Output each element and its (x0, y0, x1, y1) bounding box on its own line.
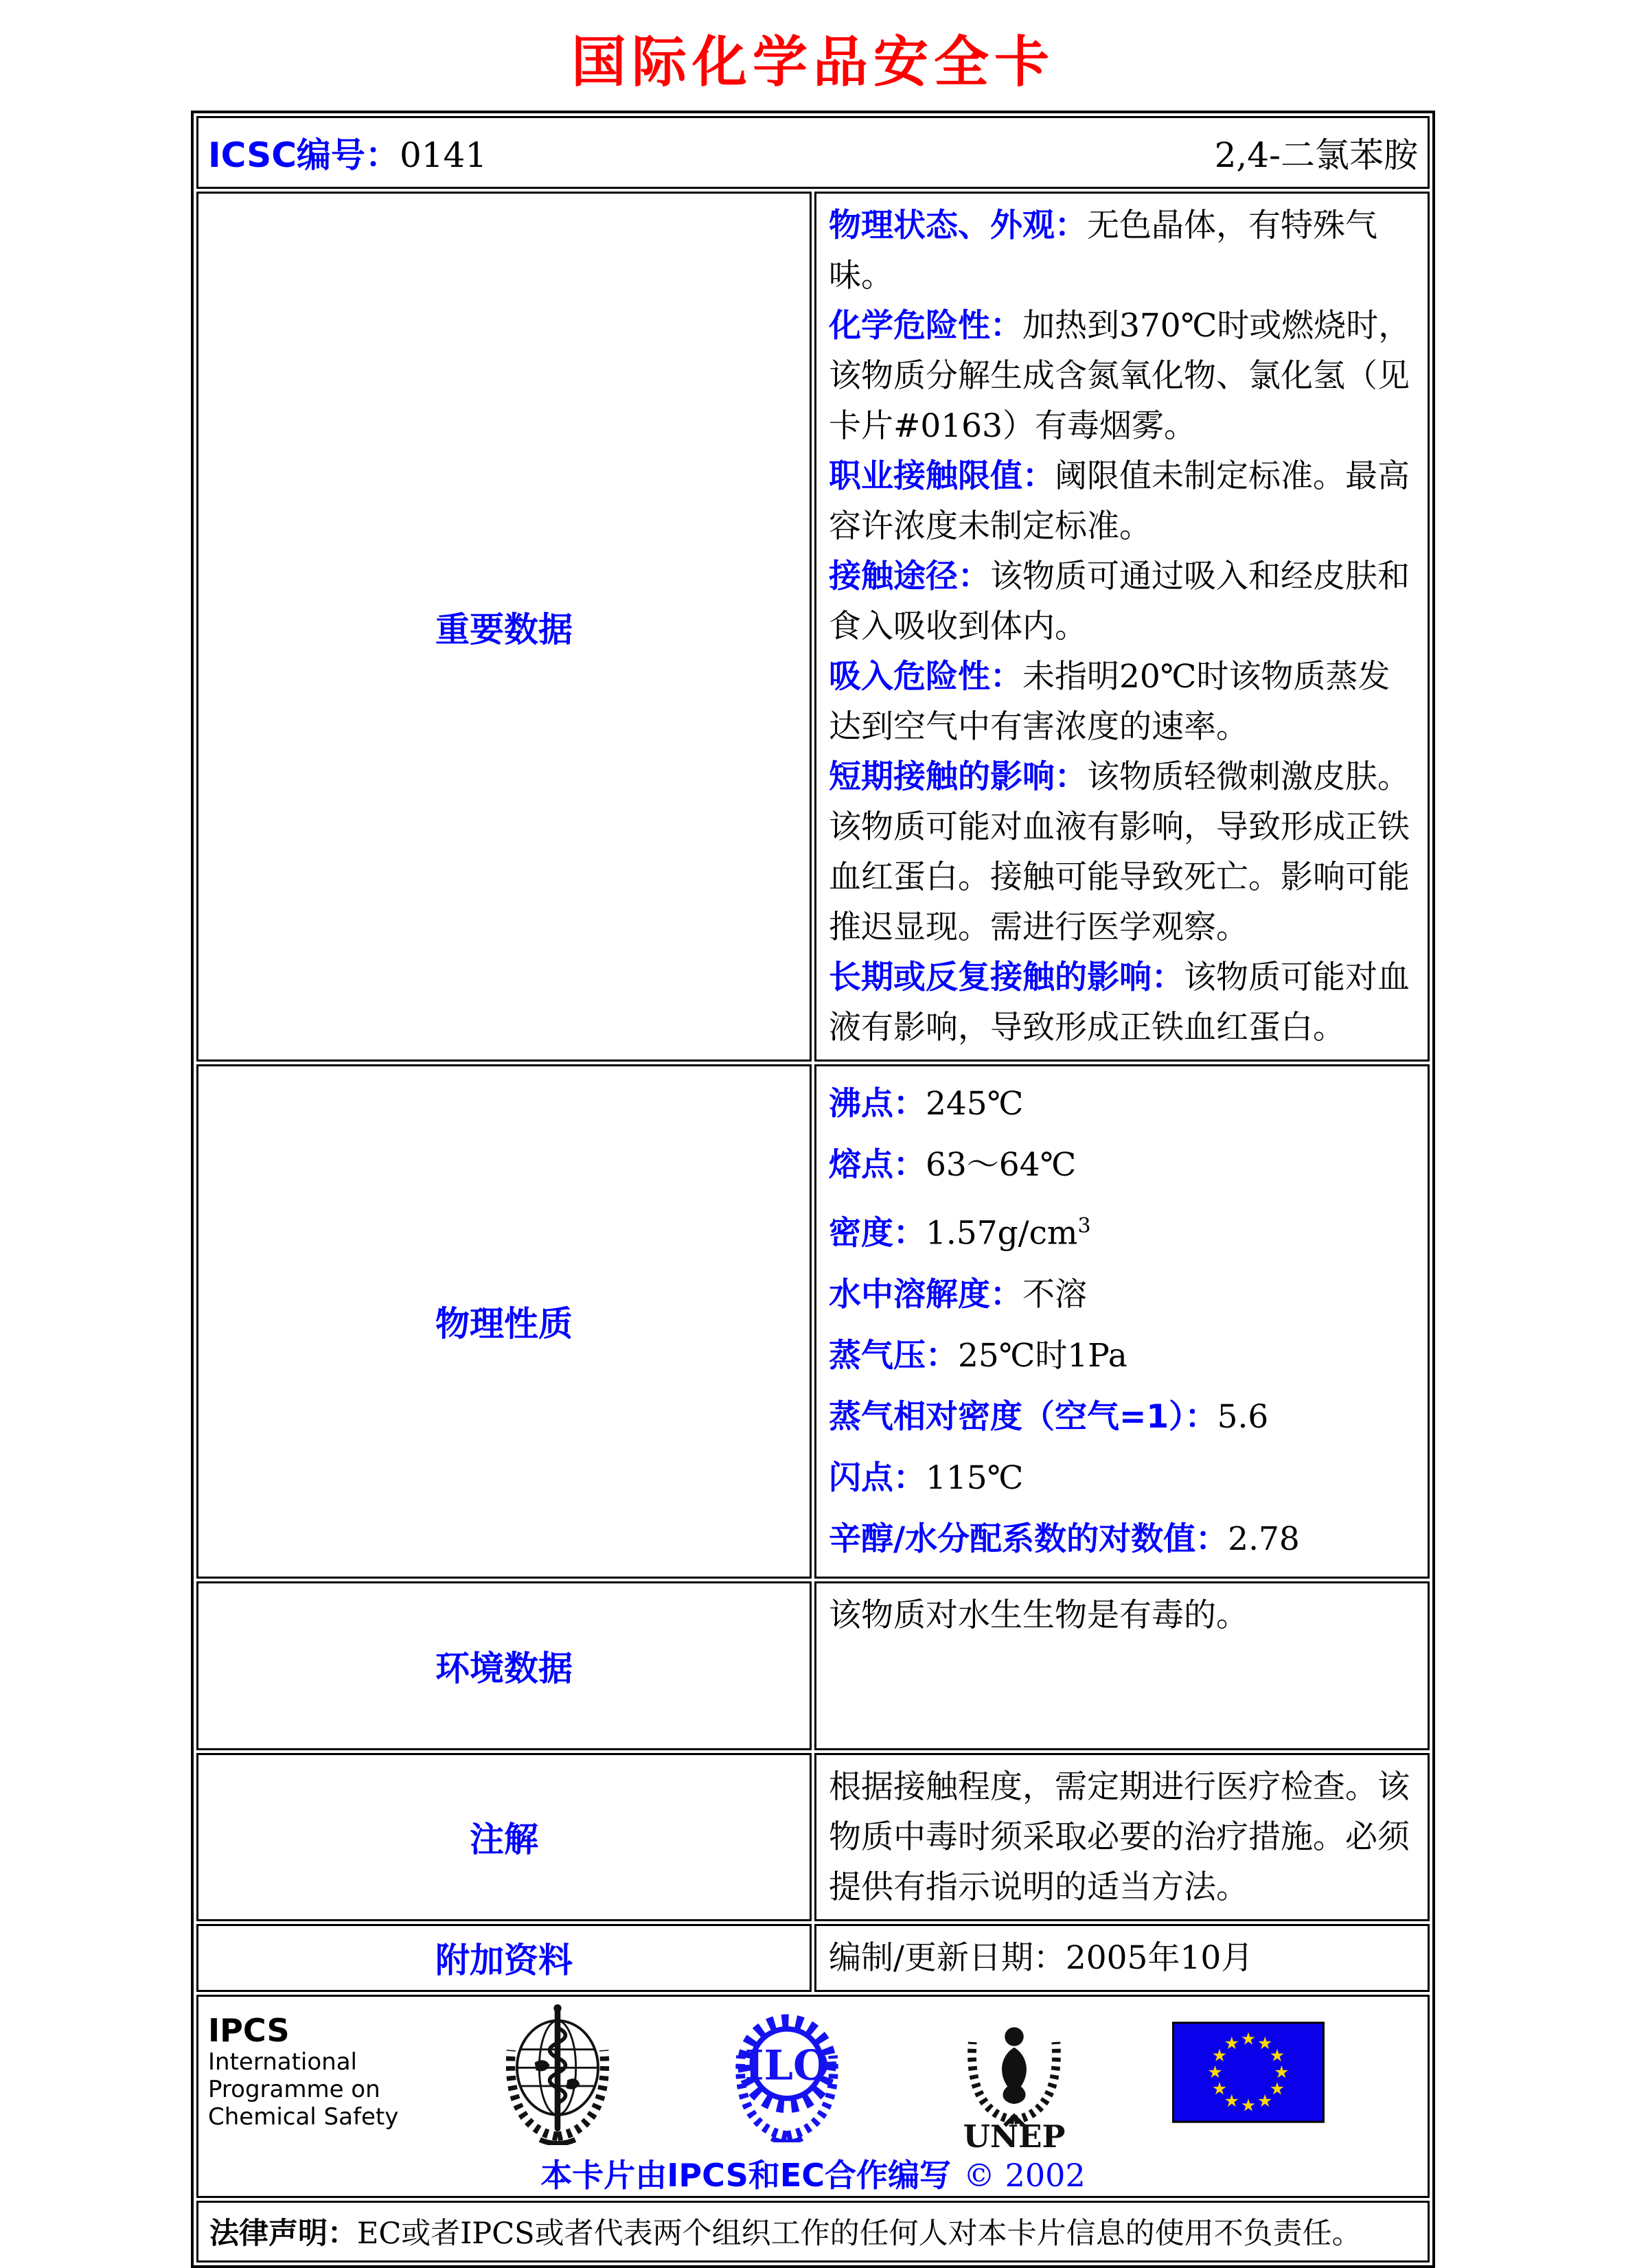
property-superscript: 3 (1077, 1214, 1091, 1238)
environmental-data-row (196, 1581, 1430, 1750)
data-item: 该物质对水生生物是有毒的。 (829, 1596, 1248, 1634)
property-row: 闪点：115℃ (829, 1458, 1024, 1497)
legal-row (196, 2201, 1430, 2263)
icsc-number-label: ICSC编号： (208, 135, 400, 175)
property-row: 蒸气相对密度（空气=1）：5.6 (829, 1397, 1269, 1436)
legal-cell (196, 2201, 1430, 2263)
property-row: 蒸气压：25℃时1Pa (829, 1336, 1127, 1375)
property-row: 沸点：245℃ (829, 1085, 1024, 1123)
property-row: 密度：$1.57g/cm^3$ (829, 1214, 1091, 1252)
ilo-logo-icon (717, 2002, 857, 2145)
data-item: 化学危险性：加热到370℃时或燃烧时，该物质分解生成含氮氧化物、氯化氢（见卡片#0163）有毒烟雾。 (829, 307, 1411, 445)
chemical-name: 2,4-二氯苯胺 (1214, 135, 1418, 175)
safety-card-table (191, 111, 1435, 2268)
notes-row (196, 1753, 1430, 1921)
data-item: 长期或反复接触的影响：该物质可能对血液有影响，导致形成正铁血红蛋白。 (829, 959, 1410, 1046)
legal-text: EC或者IPCS或者代表两个组织工作的任何人对本卡片信息的使用不负责任。 (357, 2217, 1362, 2252)
section-label-additional-info: 附加资料 (196, 1924, 812, 1992)
ipcs-acronym: IPCS (208, 2011, 290, 2049)
important-data-row (196, 192, 1430, 1062)
property-row: 辛醇/水分配系数的对数值：2.78 (829, 1520, 1300, 1558)
svg-text:ILO: ILO (744, 2041, 829, 2090)
section-label-physical-properties: 物理性质 (196, 1064, 812, 1579)
ipcs-text-block: IPCS International Programme on Chemical Safety (208, 2011, 399, 2131)
svg-text:UNEP: UNEP (963, 2118, 1066, 2150)
eu-flag-icon (1172, 2021, 1325, 2126)
physical-properties-content (814, 1064, 1430, 1579)
data-item: 根据接触程度，需定期进行医疗检查。该物质中毒时须采取必要的治疗措施。必须提供有指示说明的适当方法。 (829, 1767, 1410, 1906)
page-title: 国际化学品安全卡 (571, 30, 1055, 94)
icsc-number-value: 0141 (399, 135, 488, 175)
section-label-notes: 注解 (196, 1753, 812, 1921)
physical-properties-row (196, 1064, 1430, 1579)
property-row: 水中溶解度：不溶 (829, 1275, 1087, 1314)
header-row (196, 116, 1430, 189)
cooperation-caption: 本卡片由IPCS和EC合作编写 © 2002 (540, 2156, 1086, 2194)
data-item: 物理状态、外观：无色晶体，有特殊气味。 (829, 207, 1377, 295)
notes-content (814, 1753, 1430, 1921)
legal-label: 法律声明： (209, 2217, 357, 2252)
additional-info-content: 编制/更新日期：2005年10月 (814, 1924, 1430, 1992)
additional-info-row (196, 1924, 1430, 1992)
data-item: 接触途径：该物质可通过吸入和经皮肤和食入吸收到体内。 (829, 558, 1410, 645)
data-item: 短期接触的影响：该物质轻微刺激皮肤。该物质可能对血液有影响，导致形成正铁血红蛋白。接触可能导致死亡。影响可能推迟显现。需进行医学观察。 (829, 758, 1410, 946)
unep-logo-icon (947, 1995, 1081, 2153)
data-item: 吸入危险性：未指明20℃时该物质蒸发达到空气中有害浓度的速率。 (829, 658, 1390, 746)
environmental-data-content (814, 1581, 1430, 1750)
who-logo-icon (489, 2000, 626, 2148)
header-cell (196, 116, 1430, 189)
property-row: 熔点：63～64℃ (829, 1146, 1077, 1184)
data-item: 职业接触限值：阈限值未制定标准。最高容许浓度未制定标准。 (829, 457, 1410, 545)
section-label-environmental-data: 环境数据 (196, 1581, 812, 1750)
logos-cell (196, 1995, 1430, 2198)
important-data-content (814, 192, 1430, 1062)
section-label-important-data: 重要数据 (196, 192, 812, 1062)
copyright-text: © 2002 (963, 2156, 1086, 2194)
logos-row (196, 1995, 1430, 2198)
icsc-number (208, 128, 487, 177)
